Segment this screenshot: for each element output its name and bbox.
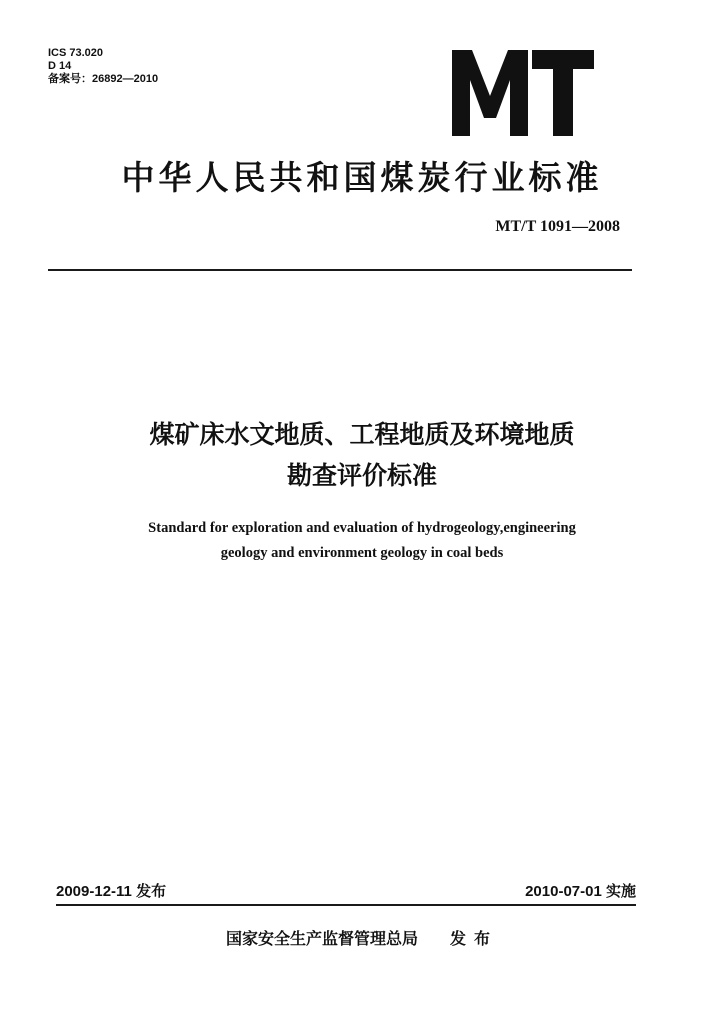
issuer-line <box>0 926 724 949</box>
issuer-action: 发布 <box>450 929 499 948</box>
record-number: 备案号：26892—2010 <box>48 73 159 85</box>
mt-logo <box>452 50 594 136</box>
header-divider <box>48 269 632 271</box>
english-title-line-2: geology and environment geology in coal beds <box>220 545 504 561</box>
chinese-title-line-2: 勘查评价标准 <box>286 461 437 490</box>
standard-number: MT/T 1091—2008 <box>495 218 620 235</box>
issue-date: 2009-12-11 发布 <box>56 883 167 900</box>
classification-code: D 14 <box>48 60 72 72</box>
english-title-line-1: Standard for exploration and evaluation of hydrogeology,engineering <box>148 520 576 536</box>
footer-divider <box>56 904 636 906</box>
ics-code: ICS 73.020 <box>48 47 104 59</box>
chinese-title-line-1: 煤矿床水文地质、工程地质及环境地质 <box>149 420 575 449</box>
issuer-name: 国家安全生产监督管理总局 <box>225 929 418 948</box>
standard-category-title: 中华人民共和国煤炭行业标准 <box>121 158 603 197</box>
implementation-date: 2010-07-01 实施 <box>525 883 636 900</box>
